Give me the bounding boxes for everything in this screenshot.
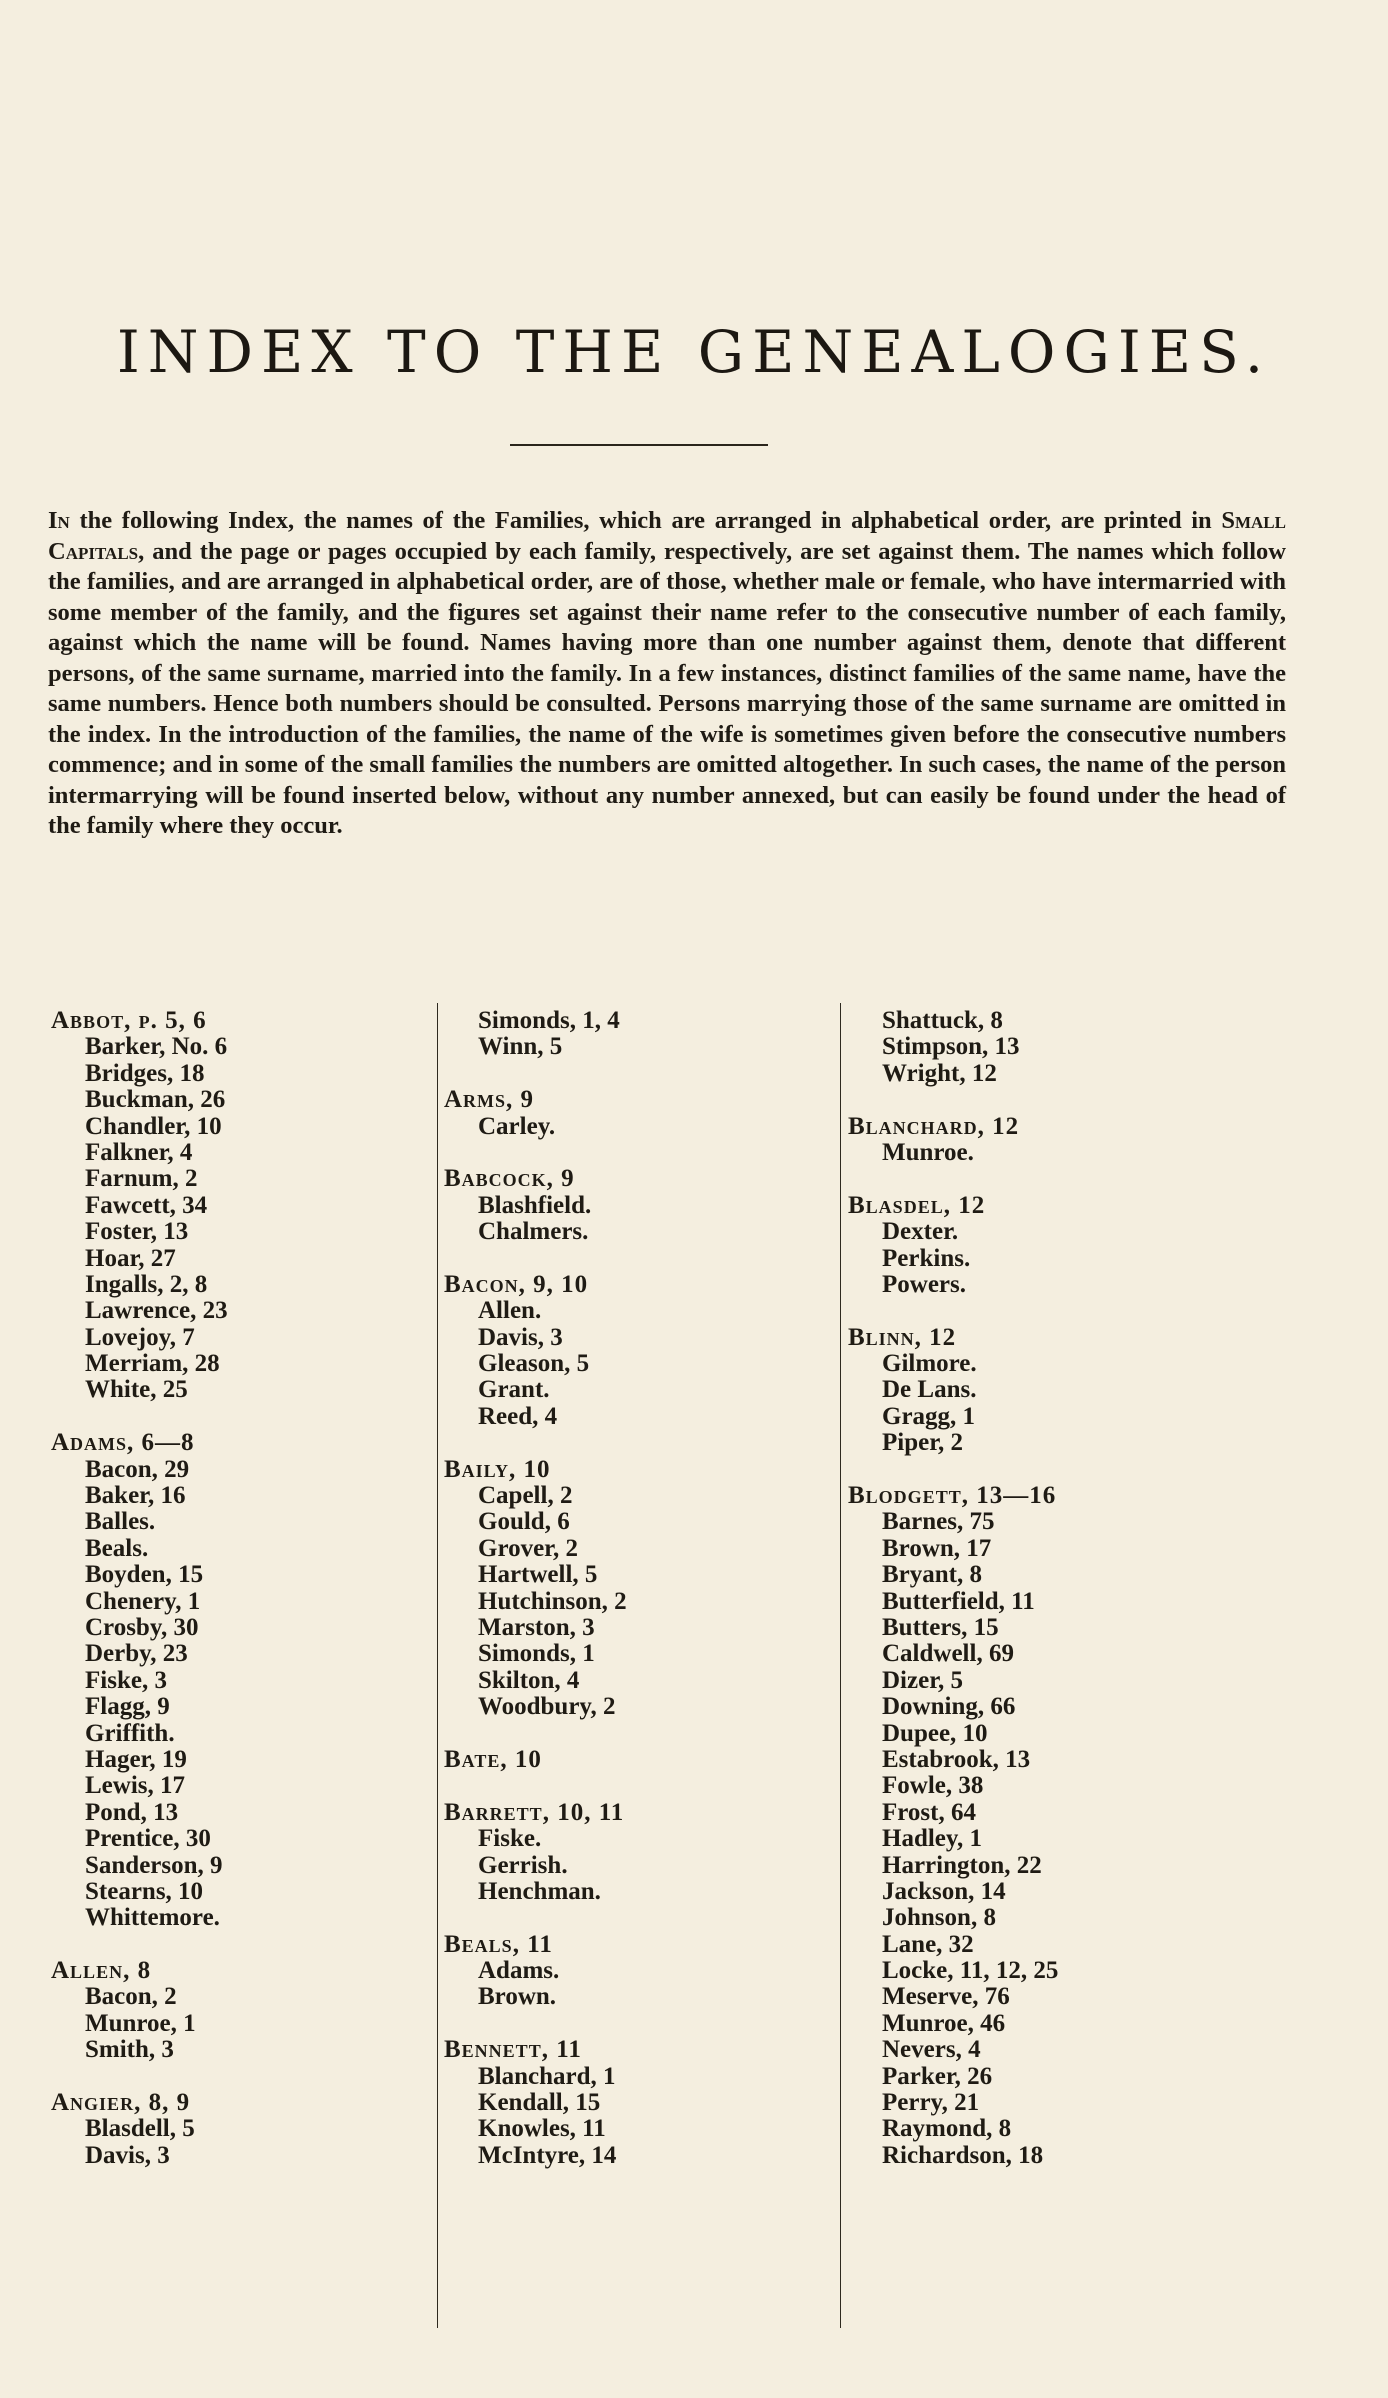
intermarried-name: Harrington, 22: [882, 1851, 1042, 1879]
family-entry: [51, 1008, 228, 1404]
intermarried-name: Grover, 2: [478, 1534, 578, 1562]
intermarried-name: Blashfield.: [478, 1191, 592, 1219]
intermarried-name: Caldwell, 69: [882, 1640, 1014, 1668]
intermarried-name: Sanderson, 9: [85, 1851, 223, 1879]
family-entry: [444, 1747, 627, 1773]
intermarried-name: Richardson, 18: [882, 2141, 1044, 2169]
intermarried-name: Locke, 11, 12, 25: [882, 1957, 1059, 1985]
intermarried-name: Foster, 13: [85, 1218, 189, 1246]
family-entry: [51, 2090, 228, 2169]
intermarried-name: Johnson, 8: [882, 1904, 996, 1932]
intermarried-name: Griffith.: [85, 1719, 175, 1747]
intermarried-name: Kendall, 15: [478, 2089, 601, 2117]
intermarried-name: Blanchard, 1: [478, 2062, 616, 2090]
intermarried-name: Downing, 66: [882, 1693, 1016, 1721]
intermarried-name: Barnes, 75: [882, 1508, 995, 1536]
intermarried-name: Boyden, 15: [85, 1561, 204, 1589]
family-entry: [444, 1272, 627, 1430]
intermarried-name: Lewis, 17: [85, 1772, 185, 1800]
intermarried-name: Perkins.: [882, 1244, 971, 1272]
family-entry: [444, 1932, 627, 2011]
intermarried-name: Brown, 17: [882, 1534, 992, 1562]
intermarried-name: Shattuck, 8: [882, 1007, 1003, 1034]
family-name: Blanchard, 12: [848, 1112, 1020, 1140]
intermarried-name: Fiske.: [478, 1825, 542, 1853]
intro-lead: In: [48, 507, 70, 534]
intermarried-name: Carley.: [478, 1112, 556, 1140]
family-entry: [848, 1008, 1058, 1087]
family-name: Bate, 10: [444, 1745, 542, 1773]
family-entry: [444, 1166, 627, 1245]
intermarried-name: Estabrook, 13: [882, 1745, 1031, 1773]
intermarried-name: Nevers, 4: [882, 2036, 981, 2064]
intermarried-name: Fiske, 3: [85, 1666, 167, 1694]
intro-part-1: the following Index, the names of the Families, which are arranged in alphabetical order, are printed in: [69, 507, 1222, 534]
family-name: Bacon, 9, 10: [444, 1270, 589, 1298]
index-column-2: [444, 1008, 627, 2169]
family-name: Babcock, 9: [444, 1165, 575, 1193]
intermarried-name: Fowle, 38: [882, 1772, 984, 1800]
intermarried-name: Prentice, 30: [85, 1825, 211, 1853]
intermarried-name: Hadley, 1: [882, 1825, 983, 1853]
intermarried-name: Gilmore.: [882, 1350, 977, 1378]
intermarried-name: Ingalls, 2, 8: [85, 1270, 208, 1298]
intermarried-name: McIntyre, 14: [478, 2141, 617, 2169]
intermarried-name: Perry, 21: [882, 2089, 980, 2117]
family-entry: [51, 1430, 228, 1931]
intermarried-name: Powers.: [882, 1270, 966, 1298]
intermarried-name: Gleason, 5: [478, 1350, 590, 1378]
intermarried-name: Knowles, 11: [478, 2115, 606, 2143]
family-name: Adams, 6—8: [51, 1429, 195, 1457]
family-name: Blinn, 12: [848, 1323, 957, 1351]
family-name: Allen, 8: [51, 1957, 152, 1985]
intermarried-name: Chalmers.: [478, 1218, 589, 1246]
intermarried-name: Winn, 5: [478, 1033, 563, 1061]
index-column-3: [848, 1008, 1058, 2169]
family-entry: [444, 2037, 627, 2169]
intermarried-name: Hartwell, 5: [478, 1561, 598, 1589]
family-entry: [51, 1958, 228, 2064]
intermarried-name: Dexter.: [882, 1218, 959, 1246]
intro-small-caps: Small Capitals: [48, 507, 1286, 565]
intermarried-name: Bacon, 2: [85, 1983, 177, 2011]
intermarried-name: Davis, 3: [478, 1323, 563, 1351]
intermarried-name: Brown.: [478, 1983, 557, 2011]
intermarried-name: Frost, 64: [882, 1798, 976, 1826]
intermarried-name: Marston, 3: [478, 1613, 595, 1641]
intermarried-name: Chandler, 10: [85, 1112, 222, 1140]
intermarried-name: Hoar, 27: [85, 1244, 176, 1272]
intermarried-name: Gerrish.: [478, 1851, 568, 1879]
intermarried-name: Gragg, 1: [882, 1402, 976, 1430]
intermarried-name: Adams.: [478, 1957, 560, 1985]
intermarried-name: Butters, 15: [882, 1613, 999, 1641]
intermarried-name: Hager, 19: [85, 1745, 187, 1773]
intermarried-name: Reed, 4: [478, 1402, 558, 1430]
family-name: Blodgett, 13—16: [848, 1482, 1057, 1510]
family-name: Beals, 11: [444, 1930, 553, 1958]
page-title: INDEX TO THE GENEALOGIES.: [116, 318, 1272, 386]
intermarried-name: Gould, 6: [478, 1508, 570, 1536]
family-name: Arms, 9: [444, 1086, 535, 1114]
intermarried-name: Bridges, 18: [85, 1059, 205, 1087]
column-divider-left: [437, 1003, 438, 2328]
intermarried-name: Merriam, 28: [85, 1350, 220, 1378]
title-rule: [510, 444, 768, 446]
intermarried-name: De Lans.: [882, 1376, 977, 1404]
intermarried-name: Munroe, 46: [882, 2009, 1006, 2037]
family-entry: [444, 1087, 627, 1140]
intermarried-name: Whittemore.: [85, 1904, 220, 1932]
intermarried-name: Balles.: [85, 1508, 156, 1536]
intermarried-name: Barker, No. 6: [85, 1033, 228, 1061]
family-name: Abbot, p. 5, 6: [51, 1007, 207, 1034]
index-column-1: [51, 1008, 228, 2169]
family-name: Barrett, 10, 11: [444, 1798, 625, 1826]
intermarried-name: Stearns, 10: [85, 1877, 204, 1905]
intermarried-name: Blasdell, 5: [85, 2115, 195, 2143]
family-entry: [848, 1325, 1058, 1457]
family-name: Blasdel, 12: [848, 1191, 986, 1219]
intermarried-name: Butterfield, 11: [882, 1587, 1035, 1615]
intermarried-name: Bryant, 8: [882, 1561, 982, 1589]
intermarried-name: Raymond, 8: [882, 2115, 1012, 2143]
family-name: Bennett, 11: [444, 2036, 582, 2064]
intermarried-name: Flagg, 9: [85, 1693, 170, 1721]
intermarried-name: Wright, 12: [882, 1059, 997, 1087]
intermarried-name: Piper, 2: [882, 1429, 964, 1457]
intermarried-name: Henchman.: [478, 1877, 601, 1905]
intermarried-name: Meserve, 76: [882, 1983, 1010, 2011]
intermarried-name: Chenery, 1: [85, 1587, 201, 1615]
intermarried-name: Dizer, 5: [882, 1666, 963, 1694]
intermarried-name: Crosby, 30: [85, 1613, 199, 1641]
intermarried-name: White, 25: [85, 1376, 188, 1404]
intermarried-name: Fawcett, 34: [85, 1191, 208, 1219]
intermarried-name: Falkner, 4: [85, 1138, 193, 1166]
family-entry: [444, 1800, 627, 1906]
intermarried-name: Jackson, 14: [882, 1877, 1006, 1905]
intermarried-name: Woodbury, 2: [478, 1693, 616, 1721]
intro-part-2: , and the page or pages occupied by each family, respectively, are set against them. The names which follow the families, and are arranged in alphabetical order, are of those, whether male or female, who have intermarried with some member of the family, and the figures set against their name refer to the consecutive number of each family, against which the name will be found. Names having more than one number against them, denote that different persons, of the same surname, married into the family. In a few instances, distinct families of the same name, have the same numbers. Hence both numbers should be consulted. Persons marrying those of the same surname are omitted in the index. In the introduction of the families, the name of the wife is sometimes given before the consecutive numbers commence; and in some of the small families the numbers are omitted altogether. In such cases, the name of the person intermarrying will be found inserted below, without any number annexed, but can easily be found under the head of the family where they occur.: [48, 537, 1286, 839]
family-entry: [444, 1008, 627, 1061]
intermarried-name: Lovejoy, 7: [85, 1323, 195, 1351]
intermarried-name: Derby, 23: [85, 1640, 188, 1668]
intermarried-name: Beals.: [85, 1534, 149, 1562]
family-entry: [848, 1483, 1058, 2169]
intermarried-name: Stimpson, 13: [882, 1033, 1020, 1061]
intermarried-name: Dupee, 10: [882, 1719, 988, 1747]
intro-paragraph: [48, 506, 1286, 842]
column-divider-right: [840, 1003, 841, 2328]
intermarried-name: Skilton, 4: [478, 1666, 580, 1694]
intermarried-name: Capell, 2: [478, 1482, 573, 1510]
intermarried-name: Buckman, 26: [85, 1086, 226, 1114]
family-name: Angier, 8, 9: [51, 2089, 191, 2117]
intermarried-name: Pond, 13: [85, 1798, 179, 1826]
intermarried-name: Parker, 26: [882, 2062, 993, 2090]
intermarried-name: Munroe, 1: [85, 2009, 196, 2037]
intermarried-name: Lawrence, 23: [85, 1297, 228, 1325]
intermarried-name: Hutchinson, 2: [478, 1587, 627, 1615]
intermarried-name: Baker, 16: [85, 1482, 186, 1510]
intermarried-name: Lane, 32: [882, 1930, 974, 1958]
intermarried-name: Bacon, 29: [85, 1455, 190, 1483]
intermarried-name: Smith, 3: [85, 2036, 174, 2064]
family-entry: [444, 1457, 627, 1721]
intermarried-name: Farnum, 2: [85, 1165, 198, 1193]
intermarried-name: Davis, 3: [85, 2141, 170, 2169]
intermarried-name: Munroe.: [882, 1138, 974, 1166]
intermarried-name: Grant.: [478, 1376, 550, 1404]
family-entry: [848, 1114, 1058, 1167]
intermarried-name: Simonds, 1, 4: [478, 1007, 620, 1034]
family-name: Baily, 10: [444, 1455, 551, 1483]
intermarried-name: Allen.: [478, 1297, 542, 1325]
intermarried-name: Simonds, 1: [478, 1640, 595, 1668]
family-entry: [848, 1193, 1058, 1299]
